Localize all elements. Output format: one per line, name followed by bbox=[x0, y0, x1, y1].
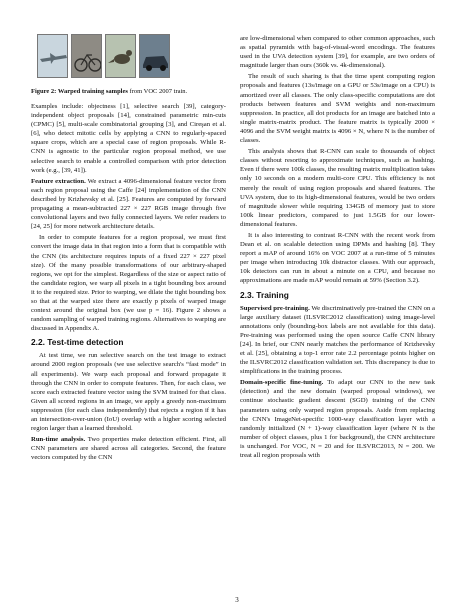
aircraft-thumbnail bbox=[37, 34, 68, 78]
bird-thumbnail bbox=[105, 34, 136, 78]
paragraph-text: We extract a 4096-dimensional feature vector from each region proposal using the Caffe [24] implementation of the CNN described by Krizhevsky et al. [25]. Features are computed by forward propagating a mean-subtracted 227 × 227 RGB image through five convolutional layers and two fully connected layers. We refer readers to [24, 25] for more network architecture details. bbox=[31, 177, 226, 231]
paragraph-warping: In order to compute features for a region proposal, we must first convert the image data in that region into a form that is compatible with the CNN (its architecture requires inputs of a fixed 227 × 227 pixel size). Of the many possible transformations of our arbitrary-shaped regions, we opt for the simplest. Regardless of the size or aspect ratio of the candidate region, we warp all pixels in a tight bounding box around it to the required size. Prior to warping, we dilate the tight bounding box so that at the warped size there are exactly p pixels of warped image context around the original box (we use p = 16). Figure 2 shows a random sampling of warped training regions. Alternatives to warping are discussed in Appendix A. bbox=[31, 234, 226, 333]
paragraph-scaling: This analysis shows that R-CNN can scale to thousands of object classes without resorting to approximate techniques, such as hashing. Even if there were 100k classes, the resulting matrix multiplication takes only 10 seconds on a modern multi-core CPU. This efficiency is not merely the result of using region proposals and shared features. The UVA system, due to its high-dimensional features, would be two orders of magnitude slower while requiring 134GB of memory just to store 100k linear predictors, compared to just 1.5GB for our lower-dimensional features. bbox=[240, 148, 435, 228]
paragraph-dean-comparison: It is also interesting to contrast R-CNN with the recent work from Dean et al. on scalable detection using DPMs and hashing [8]. They report a mAP of around 16% on VOC 2007 at a run-time of 5 minutes per image when introducing 10k distractor classes. With our approach, 10k detectors can run in about a minute on a CPU, and because no approximations are made mAP would remain at 59% (Section 3.2). bbox=[240, 231, 435, 285]
paragraph-fine-tuning bbox=[240, 378, 435, 460]
figure-2-thumbnails bbox=[37, 34, 226, 82]
run-in-heading: Feature extraction. bbox=[31, 177, 86, 185]
paragraph-text: To adapt our CNN to the new task (detection) and the new domain (warped proposal windows), we continue stochastic gradient descent (SGD) training of the CNN parameters using only warped region proposals. Aside from replacing the CNN's ImageNet-specific 1000-way classification layer with a randomly initialized (N + 1)-way classification layer (where N is the number of object classes, plus 1 for background), the CNN architecture is unchanged. For VOC, N = 20 and for ILSVRC2013, N = 200. We treat all region proposals with bbox=[240, 379, 435, 460]
paragraph-pretraining bbox=[240, 304, 435, 377]
figure-caption-label: Figure 2: Warped training samples bbox=[31, 88, 128, 95]
bicycle-thumbnail bbox=[71, 34, 102, 78]
paragraph-run-time bbox=[31, 435, 226, 462]
section-heading-test-time: 2.2. Test-time detection bbox=[31, 337, 124, 348]
paragraph-proposal-methods: Examples include: objectness [1], selective search [39], category-independent object proposals [14], constrained parametric min-cuts (CPMC) [5], multi-scale combinatorial grouping [3], and Cireşan et al. [6], who detect mitotic cells by applying a CNN to regularly-spaced square crops, which are a special case of region proposals. While R-CNN is agnostic to the particular region proposal method, we use selective search to enable a controlled comparison with prior detection work (e.g., [39, 41]). bbox=[31, 103, 226, 174]
page-number: 3 bbox=[235, 596, 239, 604]
run-in-heading: Domain-specific fine-tuning. bbox=[240, 379, 324, 387]
paragraph-test-time: At test time, we run selective search on the test image to extract around 2000 region proposals (we use selective search's “fast mode” in all experiments). We warp each proposal and forward propagate it through the CNN in order to compute features. Then, for each class, we score each extracted feature vector using the SVM trained for that class. Given all scored regions in an image, we apply a greedy non-maximum suppression (for each class independently) that rejects a region if it has an intersection-over-union (IoU) overlap with a higher scoring selected region larger than a learned threshold. bbox=[31, 352, 226, 433]
right-column bbox=[240, 34, 435, 462]
run-in-heading: Supervised pre-training. bbox=[240, 304, 310, 312]
figure-caption-text: from VOC 2007 train. bbox=[127, 88, 188, 95]
paragraph-feature-extraction bbox=[31, 177, 226, 232]
paragraph-text: Two properties make detection efficient. First, all CNN parameters are shared across all categories. Second, the feature vectors computed by the CNN bbox=[31, 436, 226, 462]
paragraph-text: We discriminatively pre-trained the CNN on a large auxiliary dataset (ILSVRC2012 classification) using image-level annotations only (bounding-box labels are not available for this data). Pre-training was performed using the open source Caffe CNN library [24]. In brief, our CNN nearly matches the performance of Krizhevsky et al. [25], obtaining a top-1 error rate 2.2 percentage points higher on the ILSVRC2012 classification validation set. This discrepancy is due to simplifications in the training process. bbox=[240, 304, 435, 376]
paragraph-low-dim: are low-dimensional when compared to other common approaches, such as spatial pyramids with bag-of-visual-word encodings. The features used in the UVA detection system [39], for example, are two orders of magnitude larger than ours (360k vs. 4k-dimensional). bbox=[240, 35, 435, 70]
paragraph-sharing: The result of such sharing is that the time spent computing region proposals and features (13s/image on a GPU or 53s/image on a CPU) is amortized over all classes. The only class-specific computations are dot products between features and SVM weights and non-maximum suppression. In practice, all dot products for an image are batched into a single matrix-matrix product. The feature matrix is typically 2000 × 4096 and the SVM weight matrix is 4096 × N, where N is the number of classes. bbox=[240, 73, 435, 145]
car-thumbnail bbox=[139, 34, 170, 78]
section-heading-training: 2.3. Training bbox=[240, 289, 289, 300]
figure-caption bbox=[31, 87, 226, 96]
left-column bbox=[31, 34, 226, 464]
run-in-heading: Run-time analysis. bbox=[31, 436, 86, 444]
